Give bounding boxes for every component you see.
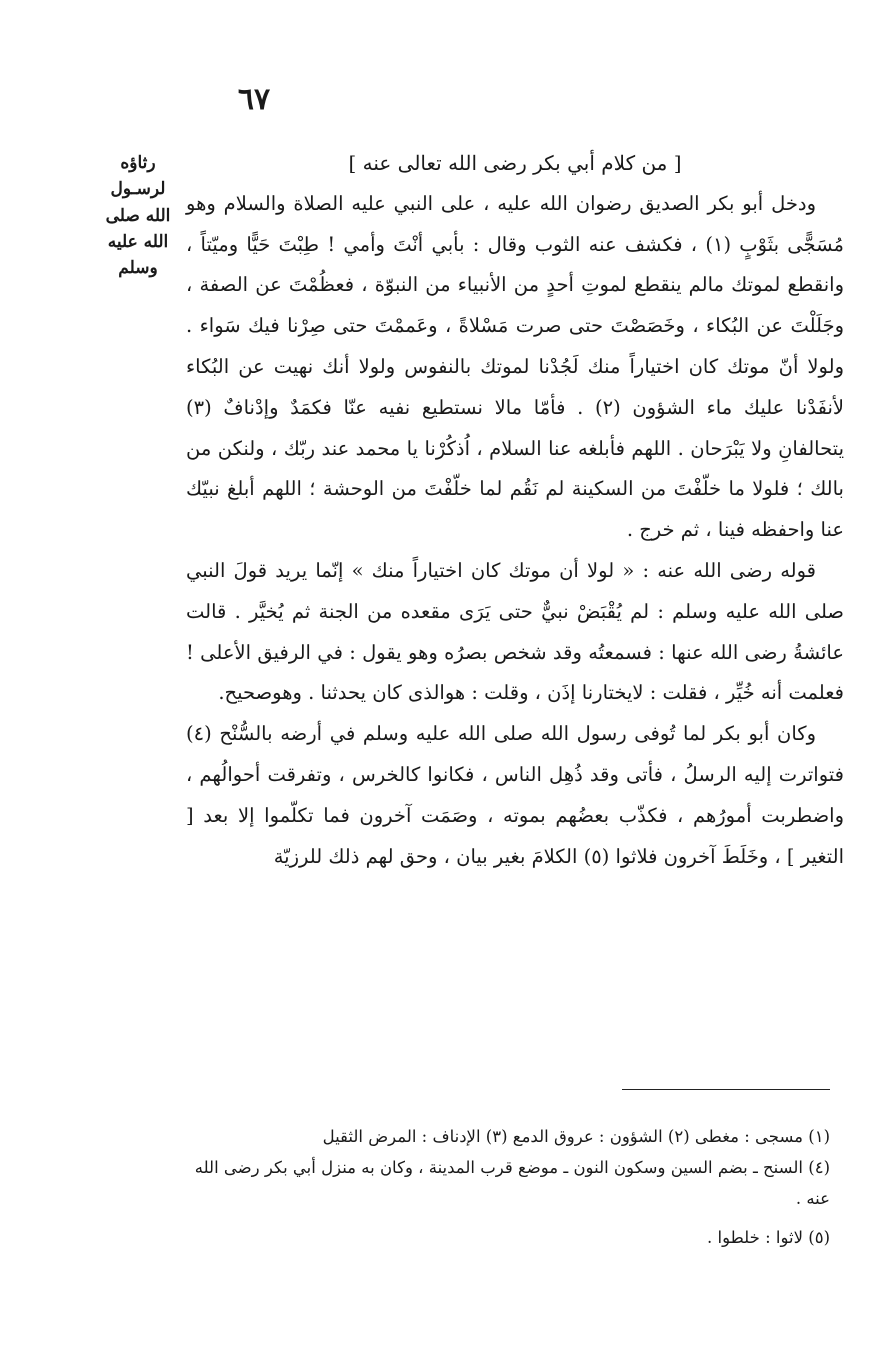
footnotes: [186, 1121, 830, 1253]
footnote-5: (٥) لاثوا : خلطوا .: [707, 1228, 830, 1247]
main-text: [186, 143, 844, 877]
paragraph-eulogy: ودخل أبو بكر الصديق رضوان الله عليه ، على النبي عليه الصلاة والسلام وهو مُسَجًّى بثَوْبٍ (١) ، فكشف عنه الثوب وقال : بأبي أنْتَ وأمي ! طِبْتَ حَيًّا وميّتاً ، وانقطع لموتك مالم ينقطع لموتِ أحدٍ من الأنبياء من النبوّة ، فعظُمْتَ عن الصفة ، وجَلَلْتَ عن البُكاء ، وخَصَصْتَ حتى صرت مَسْلاةً ، وعَممْتَ حتى صِرْنا فيك سَواء . ولولا أنّ موتك كان اختياراً منك لَجُدْنا لموتك بالنفوس ولولا أنك نهيت عن البُكاء لأنفَدْنا عليك ماء الشؤون (٢) . فأمّا مالا نستطيع نفيه عنّا فكمَدٌ وإدْنافٌ (٣) يتحالفانِ ولا يَبْرَحان . اللهم فأبلغه عنا السلام ، اُذكُرْنا يا محمد عند ربّك ، ولنكن من بالك ؛ فلولا ما خلّفْتَ من السكينة لم نَقُم لما خلّفْتَ من الوحشة ؛ اللهم أبلغ نبيّك عنا واحفظه فينا ، ثم خرج .: [186, 191, 844, 542]
paragraph-narrative: وكان أبو بكر لما تُوفى رسول الله صلى الله عليه وسلم في أرضه بالسُّنْح (٤) فتواترت إليه الرسلُ ، فأتى وقد ذُهِل الناس ، فكانوا كالخرس ، وتفرقت أحوالُهم ، واضطربت أمورُهم ، فكذّب بعضُهم بموته ، وصَمَت آخرون فما تكلّموا إلا بعد [ التغير ] ، وخَلَطَ آخرون فلاثوا (٥) الكلامَ بغير بيان ، وحق لهم ذلك للرزيّة: [186, 722, 844, 868]
footnote-4: (٤) السنح ـ بضم السين وسكون النون ـ موضع قرب المدينة ، وكان به منزل أبي بكر رضى الله عنه .: [194, 1158, 830, 1208]
footnote-1-3: (١) مسجى : مغطى (٢) الشؤون : عروق الدمع (٣) الإدناف : المرض الثقيل: [322, 1127, 830, 1146]
page-number: ٦٧: [237, 82, 271, 117]
chapter-heading: [ من كلام أبي بكر رضى الله تعالى عنه ]: [348, 151, 682, 175]
paragraph-commentary: قوله رضى الله عنه : « لولا أن موتك كان اختياراً منك » إنّما يريد قولَ النبي صلى الله عليه وسلم : لم يُقْبَضْ نبيٌّ حتى يَرَى مقعده من الجنة ثم يُخيَّر . قالت عائشةُ رضى الله عنها : فسمعتُه وقد شخص بصرُه وهو يقول : في الرفيق الأعلى ! فعلمت أنه خُيِّر ، فقلت : لايختارنا إذَن ، وقلت : هوالذى كان يحدثنا . وهوصحيح.: [186, 558, 844, 705]
footnote-separator: [622, 1089, 830, 1090]
margin-note: رثاؤه لرسـول الله صلى الله عليه وسلم: [105, 153, 171, 279]
